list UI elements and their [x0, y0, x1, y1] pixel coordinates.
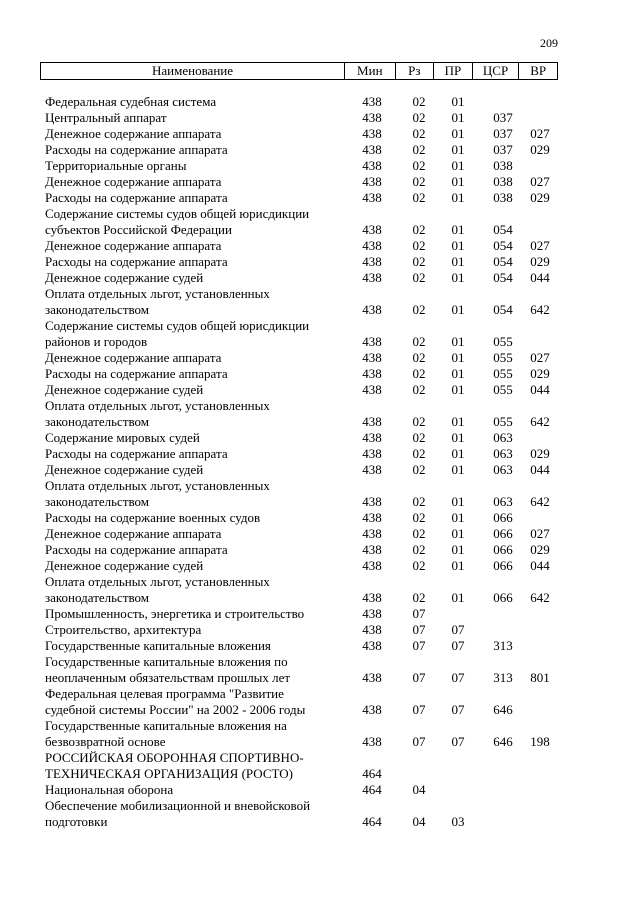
row-name: Денежное содержание судей [45, 382, 204, 397]
table-row [0, 478, 640, 510]
row-rz: 07 [412, 606, 426, 621]
row-min: 438 [362, 366, 382, 381]
row-min: 438 [362, 382, 382, 397]
row-csr: 038 [493, 174, 513, 189]
row-rz: 02 [412, 366, 426, 381]
row-pr: 01 [451, 174, 465, 189]
row-rz: 07 [412, 670, 426, 685]
row-vr: 027 [530, 126, 550, 141]
row-rz: 04 [412, 782, 426, 797]
table-row [0, 382, 640, 398]
row-rz: 02 [412, 222, 426, 237]
row-csr: 038 [493, 190, 513, 205]
row-vr: 044 [530, 558, 550, 573]
table-body [0, 94, 640, 830]
row-csr: 037 [493, 142, 513, 157]
row-rz: 02 [412, 430, 426, 445]
table-row [0, 158, 640, 174]
row-rz: 02 [412, 590, 426, 605]
table-row [0, 750, 640, 782]
row-csr: 646 [493, 702, 513, 717]
row-min: 438 [362, 142, 382, 157]
row-csr: 055 [493, 350, 513, 365]
row-name: Расходы на содержание аппарата [45, 142, 228, 157]
table-row [0, 542, 640, 558]
row-name: Государственные капитальные вложения на безвозвратной основе [45, 718, 287, 749]
row-rz: 02 [412, 270, 426, 285]
row-name: Денежное содержание судей [45, 558, 204, 573]
row-vr: 029 [530, 446, 550, 461]
row-name: Оплата отдельных льгот, установленных законодательством [45, 398, 270, 429]
row-pr: 01 [451, 494, 465, 509]
row-name: Оплата отдельных льгот, установленных законодательством [45, 574, 270, 605]
row-vr: 044 [530, 270, 550, 285]
row-rz: 02 [412, 254, 426, 269]
row-rz: 02 [412, 446, 426, 461]
table-row [0, 254, 640, 270]
row-min: 438 [362, 494, 382, 509]
row-pr: 01 [451, 414, 465, 429]
column-header-vr: ВР [518, 63, 557, 79]
row-csr: 054 [493, 254, 513, 269]
row-vr: 029 [530, 190, 550, 205]
row-name: Денежное содержание аппарата [45, 350, 222, 365]
column-header-csr: ЦСР [472, 63, 519, 79]
row-min: 438 [362, 702, 382, 717]
row-min: 438 [362, 462, 382, 477]
row-pr: 01 [451, 334, 465, 349]
row-pr: 01 [451, 142, 465, 157]
row-name: Расходы на содержание аппарата [45, 366, 228, 381]
row-pr: 01 [451, 430, 465, 445]
table-row [0, 526, 640, 542]
row-min: 438 [362, 590, 382, 605]
row-pr: 07 [451, 622, 465, 637]
row-pr: 01 [451, 590, 465, 605]
row-pr: 01 [451, 382, 465, 397]
row-rz: 02 [412, 302, 426, 317]
row-vr: 044 [530, 382, 550, 397]
row-pr: 07 [451, 638, 465, 653]
row-vr: 029 [530, 142, 550, 157]
table-row [0, 94, 640, 110]
row-pr: 01 [451, 542, 465, 557]
table-row [0, 686, 640, 718]
row-min: 438 [362, 110, 382, 125]
row-min: 438 [362, 606, 382, 621]
row-min: 438 [362, 174, 382, 189]
row-min: 438 [362, 734, 382, 749]
row-pr: 01 [451, 302, 465, 317]
row-vr: 027 [530, 238, 550, 253]
row-min: 438 [362, 542, 382, 557]
row-csr: 066 [493, 590, 513, 605]
row-name: Расходы на содержание военных судов [45, 510, 261, 525]
row-vr: 029 [530, 254, 550, 269]
column-header-pr: ПР [433, 63, 472, 79]
row-csr: 054 [493, 302, 513, 317]
row-min: 464 [362, 814, 382, 829]
row-min: 438 [362, 238, 382, 253]
row-pr: 01 [451, 158, 465, 173]
row-name: Денежное содержание судей [45, 270, 204, 285]
row-vr: 801 [530, 670, 550, 685]
row-vr: 029 [530, 542, 550, 557]
table-header [40, 62, 558, 80]
row-rz: 02 [412, 334, 426, 349]
row-rz: 02 [412, 158, 426, 173]
row-csr: 066 [493, 558, 513, 573]
table-row [0, 270, 640, 286]
table-row [0, 558, 640, 574]
row-csr: 066 [493, 526, 513, 541]
row-csr: 313 [493, 638, 513, 653]
column-header-min: Мин [344, 63, 395, 79]
row-rz: 02 [412, 94, 426, 109]
table-row [0, 654, 640, 686]
row-pr: 01 [451, 190, 465, 205]
row-pr: 01 [451, 94, 465, 109]
row-rz: 02 [412, 110, 426, 125]
table-row [0, 110, 640, 126]
row-rz: 02 [412, 350, 426, 365]
table-row [0, 782, 640, 798]
row-min: 438 [362, 254, 382, 269]
row-csr: 066 [493, 510, 513, 525]
row-name: Промышленность, энергетика и строительство [45, 606, 305, 621]
row-csr: 054 [493, 222, 513, 237]
row-csr: 063 [493, 430, 513, 445]
row-rz: 04 [412, 814, 426, 829]
table-row [0, 462, 640, 478]
row-vr: 198 [530, 734, 550, 749]
row-name: Расходы на содержание аппарата [45, 542, 228, 557]
table-row [0, 286, 640, 318]
row-rz: 02 [412, 542, 426, 557]
row-csr: 646 [493, 734, 513, 749]
page-number: 209 [540, 36, 558, 50]
table-row [0, 174, 640, 190]
row-pr: 01 [451, 366, 465, 381]
row-pr: 01 [451, 510, 465, 525]
row-name: Денежное содержание аппарата [45, 174, 222, 189]
row-min: 438 [362, 190, 382, 205]
row-pr: 01 [451, 526, 465, 541]
row-min: 438 [362, 526, 382, 541]
table-row [0, 142, 640, 158]
column-header-rz: Рз [395, 63, 434, 79]
row-name: Расходы на содержание аппарата [45, 190, 228, 205]
table-row [0, 398, 640, 430]
row-pr: 01 [451, 462, 465, 477]
row-min: 464 [362, 766, 382, 781]
row-vr: 027 [530, 174, 550, 189]
column-header-name: Наименование [152, 63, 234, 78]
row-name: Денежное содержание судей [45, 462, 204, 477]
table-row [0, 190, 640, 206]
row-name: Расходы на содержание аппарата [45, 254, 228, 269]
table-row [0, 606, 640, 622]
row-rz: 07 [412, 622, 426, 637]
row-name: Денежное содержание аппарата [45, 526, 222, 541]
row-min: 438 [362, 510, 382, 525]
row-min: 438 [362, 334, 382, 349]
row-vr: 642 [530, 494, 550, 509]
row-pr: 01 [451, 110, 465, 125]
table-row [0, 638, 640, 654]
row-vr: 642 [530, 414, 550, 429]
row-min: 438 [362, 158, 382, 173]
row-vr: 044 [530, 462, 550, 477]
row-rz: 07 [412, 702, 426, 717]
row-csr: 066 [493, 542, 513, 557]
row-name: Федеральная целевая программа "Развитие судебной системы России" на 2002 - 2006 годы [45, 686, 306, 717]
row-pr: 01 [451, 126, 465, 141]
row-min: 438 [362, 126, 382, 141]
row-name: Государственные капитальные вложения [45, 638, 271, 653]
row-min: 438 [362, 638, 382, 653]
row-csr: 055 [493, 334, 513, 349]
row-rz: 02 [412, 190, 426, 205]
row-csr: 038 [493, 158, 513, 173]
table-row [0, 510, 640, 526]
row-min: 438 [362, 94, 382, 109]
row-name: Федеральная судебная система [45, 94, 217, 109]
row-vr: 027 [530, 350, 550, 365]
row-pr: 01 [451, 350, 465, 365]
table-row [0, 446, 640, 462]
row-csr: 063 [493, 462, 513, 477]
row-vr: 642 [530, 590, 550, 605]
table-row [0, 622, 640, 638]
table-row [0, 126, 640, 142]
table-row [0, 318, 640, 350]
row-csr: 037 [493, 126, 513, 141]
row-min: 438 [362, 446, 382, 461]
row-rz: 02 [412, 462, 426, 477]
row-rz: 02 [412, 126, 426, 141]
table-row [0, 366, 640, 382]
row-rz: 07 [412, 638, 426, 653]
row-name: Национальная оборона [45, 782, 174, 797]
row-csr: 063 [493, 494, 513, 509]
table-row [0, 238, 640, 254]
row-csr: 054 [493, 238, 513, 253]
row-min: 464 [362, 782, 382, 797]
row-pr: 07 [451, 734, 465, 749]
row-min: 438 [362, 222, 382, 237]
row-rz: 02 [412, 526, 426, 541]
row-name: Содержание мировых судей [45, 430, 200, 445]
row-rz: 02 [412, 494, 426, 509]
row-vr: 642 [530, 302, 550, 317]
row-name: Обеспечение мобилизационной и вневойсковой подготовки [45, 798, 311, 829]
row-pr: 01 [451, 558, 465, 573]
row-name: Оплата отдельных льгот, установленных законодательством [45, 286, 270, 317]
row-pr: 07 [451, 702, 465, 717]
row-vr: 027 [530, 526, 550, 541]
row-rz: 02 [412, 510, 426, 525]
row-rz: 02 [412, 174, 426, 189]
table-row [0, 350, 640, 366]
row-pr: 07 [451, 670, 465, 685]
row-rz: 02 [412, 142, 426, 157]
row-name: Содержание системы судов общей юрисдикции районов и городов [45, 318, 310, 349]
row-rz: 02 [412, 238, 426, 253]
row-name: Содержание системы судов общей юрисдикции субъектов Российской Федерации [45, 206, 310, 237]
row-min: 438 [362, 430, 382, 445]
row-pr: 03 [451, 814, 465, 829]
row-min: 438 [362, 622, 382, 637]
table-row [0, 798, 640, 830]
row-csr: 037 [493, 110, 513, 125]
row-pr: 01 [451, 270, 465, 285]
row-name: РОССИЙСКАЯ ОБОРОННАЯ СПОРТИВНО-ТЕХНИЧЕСКАЯ ОРГАНИЗАЦИЯ (РОСТО) [45, 750, 304, 781]
row-name: Строительство, архитектура [45, 622, 202, 637]
row-pr: 01 [451, 446, 465, 461]
row-csr: 063 [493, 446, 513, 461]
row-pr: 01 [451, 222, 465, 237]
row-min: 438 [362, 350, 382, 365]
row-name: Денежное содержание аппарата [45, 126, 222, 141]
row-vr: 029 [530, 366, 550, 381]
row-pr: 01 [451, 254, 465, 269]
table-row [0, 574, 640, 606]
row-rz: 02 [412, 414, 426, 429]
row-min: 438 [362, 414, 382, 429]
table-row [0, 430, 640, 446]
row-name: Центральный аппарат [45, 110, 167, 125]
row-min: 438 [362, 670, 382, 685]
row-rz: 02 [412, 382, 426, 397]
row-name: Территориальные органы [45, 158, 187, 173]
table-row [0, 206, 640, 238]
row-pr: 01 [451, 238, 465, 253]
row-csr: 055 [493, 382, 513, 397]
row-min: 438 [362, 302, 382, 317]
row-csr: 055 [493, 366, 513, 381]
row-min: 438 [362, 270, 382, 285]
row-rz: 07 [412, 734, 426, 749]
row-rz: 02 [412, 558, 426, 573]
row-name: Государственные капитальные вложения по неоплаченным обязательствам прошлых лет [45, 654, 291, 685]
row-name: Денежное содержание аппарата [45, 238, 222, 253]
row-csr: 055 [493, 414, 513, 429]
row-csr: 313 [493, 670, 513, 685]
row-csr: 054 [493, 270, 513, 285]
row-name: Оплата отдельных льгот, установленных законодательством [45, 478, 270, 509]
table-row [0, 718, 640, 750]
row-min: 438 [362, 558, 382, 573]
row-name: Расходы на содержание аппарата [45, 446, 228, 461]
